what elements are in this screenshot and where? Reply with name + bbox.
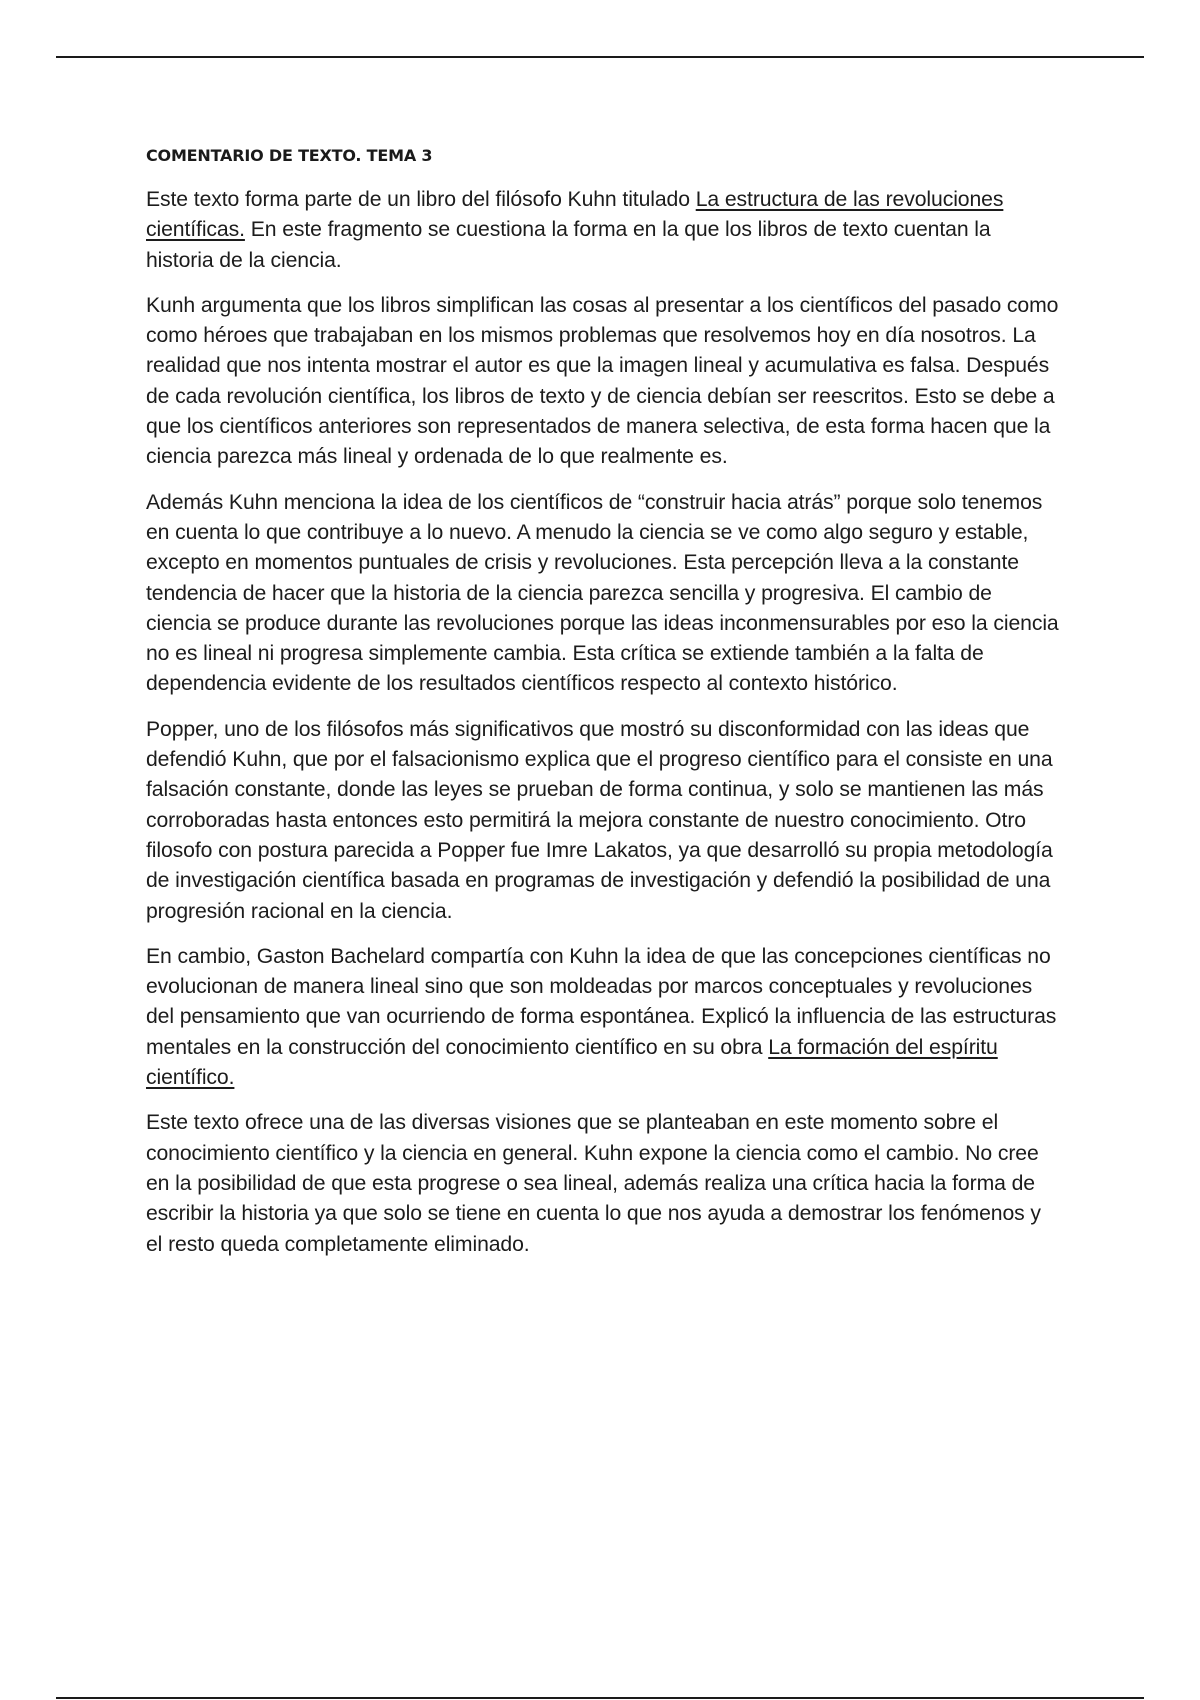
paragraph-1-text-start: Este texto forma parte de un libro del filósofo Kuhn titulado <box>146 188 696 211</box>
document-title: COMENTARIO DE TEXTO. TEMA 3 <box>146 146 433 165</box>
paragraph-5 <box>146 942 1061 1093</box>
book-title-bachelard: La formación del espíritu científico. <box>146 1035 998 1090</box>
paragraph-4: Popper, uno de los filósofos más significativos que mostró su disconformidad con las ideas que defendió Kuhn, que por el falsacionismo explica que el progreso científico para el consiste en una falsación constante, donde las leyes se prueban de forma continua, y solo se mantienen las más corroboradas hasta entonces esto permitirá la mejora constante de nuestro conocimiento. Otro filosofo con postura parecida a Popper fue Imre Lakatos, ya que desarrolló su propia metodología de investigación científica basada en programas de investigación y defendió la posibilidad de una progresión racional en la ciencia. <box>146 717 1053 923</box>
paragraph-2: Kunh argumenta que los libros simplifican las cosas al presentar a los científicos del pasado como como héroes que trabajaban en los mismos problemas que resolvemos hoy en día nosotros. La realidad que nos intenta mostrar el autor es que la imagen lineal y acumulativa es falsa. Después de cada revolución científica, los libros de texto y de ciencia debían ser reescritos. Esto se debe a que los científicos anteriores son representados de manera selectiva, de esta forma hacen que la ciencia parezca más lineal y ordenada de lo que realmente es. <box>146 293 1059 469</box>
paragraph-1-text-end: En este fragmento se cuestiona la forma en la que los libros de texto cuentan la historia de la ciencia. <box>146 218 991 272</box>
paragraph-5-text: En cambio, Gaston Bachelard compartía con Kuhn la idea de que las concepciones científicas no evolucionan de manera lineal sino que son moldeadas por marcos conceptuales y revoluciones del pensamiento que van ocurriendo de forma espontánea. Explicó la influencia de las estructuras mentales en la construcción del conocimiento científico en su obra <box>146 944 1057 1059</box>
paragraph-3: Además Kuhn menciona la idea de los científicos de “construir hacia atrás” porque solo tenemos en cuenta lo que contribuye a lo nuevo. A menudo la ciencia se ve como algo seguro y estable, excepto en momentos puntuales de crisis y revoluciones. Esta percepción lleva a la constante tendencia de hacer que la historia de la ciencia parezca sencilla y progresiva. El cambio de ciencia se produce durante las revoluciones porque las ideas inconmensurables por eso la ciencia no es lineal ni progresa simplemente cambia. Esta crítica se extiende también a la falta de dependencia evidente de los resultados científicos respecto al contexto histórico. <box>146 490 1059 696</box>
paragraph-6: Este texto ofrece una de las diversas visiones que se planteaban en este momento sobre el conocimiento científico y la ciencia en general. Kuhn expone la ciencia como el cambio. No cree en la posibilidad de que esta progrese o sea lineal, además realiza una crítica hacia la forma de escribir la historia ya que solo se tiene en cuenta lo que nos ayuda a demostrar los fenómenos y el resto queda completamente eliminado. <box>146 1111 1041 1256</box>
paragraph-1 <box>146 185 1061 276</box>
book-title-kuhn: La estructura de las revoluciones científicas. <box>146 188 1004 242</box>
document-body <box>146 146 1061 1275</box>
footer-rule <box>56 1697 1144 1699</box>
header-rule <box>56 56 1144 58</box>
